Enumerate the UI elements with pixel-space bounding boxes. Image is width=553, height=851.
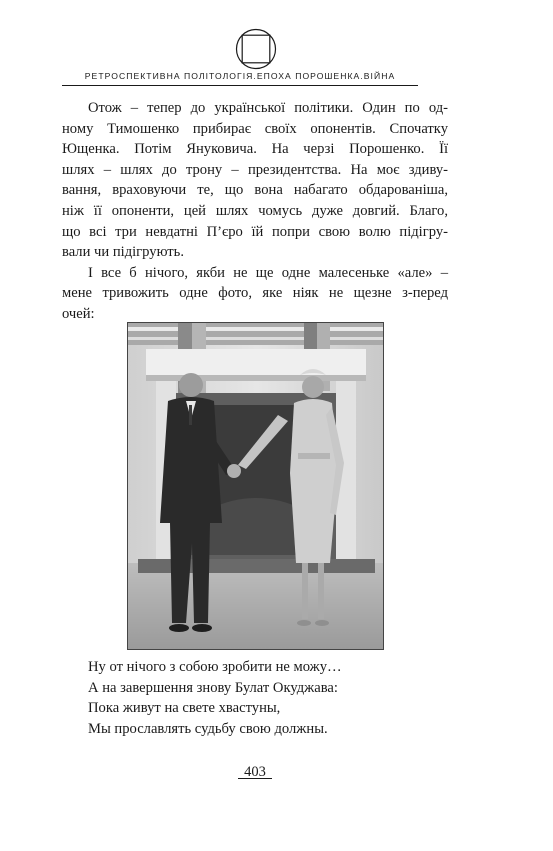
paragraph-line: очей:: [62, 305, 95, 322]
paragraph-line: ніж її опоненти, цей шлях чомусь дуже довгий. Благо,: [62, 202, 448, 219]
poem-line: А на завершення знову Булат Окуджава:: [88, 679, 338, 696]
handshake-photo-icon: [128, 323, 384, 650]
page-number: 403: [244, 764, 266, 780]
paragraph-line: Отож – тепер до української політики. Один по од-: [88, 100, 448, 116]
page-number-underline: [238, 778, 272, 779]
paragraph-line: мене тривожить одне фото, яке ніяк не щезне з-перед: [62, 285, 448, 302]
paragraph-line: що всі три невдатні П’єро їй попри свою волю підігру-: [62, 223, 448, 240]
paragraph-line: вання, враховуючи те, що вона набагато обдарованіша,: [62, 182, 448, 199]
poem: [88, 657, 342, 739]
running-head: РЕТРОСПЕКТИВНА ПОЛІТОЛОГІЯ.ЕПОХА ПОРОШЕНКА.ВІЙНА: [84, 71, 396, 81]
paragraph-line: ному Тимошенко прибирає своїх опонентів. Спочатку: [62, 120, 448, 137]
poem-line: Ну от нічого з собою зробити не можу…: [88, 659, 342, 675]
paragraph-line: вали чи підігрують.: [62, 244, 184, 261]
header-divider: [62, 85, 418, 86]
paragraph-line: І все б нічого, якби не ще одне малесеньке «але» –: [88, 264, 448, 281]
paragraph-line: Ющенка. Потім Януковича. На черзі Порошенко. Її: [62, 141, 448, 158]
paragraph-line: шлях – шлях до трону – президентства. На моє здиву-: [62, 161, 448, 178]
handshake-photo: [127, 322, 384, 650]
poem-line: Мы прославлять судьбу свою должны.: [88, 720, 328, 737]
poem-line: Пока живут на свете хвастуны,: [88, 700, 281, 716]
circle-square-emblem-icon: [235, 28, 277, 70]
body-text: [62, 98, 448, 325]
